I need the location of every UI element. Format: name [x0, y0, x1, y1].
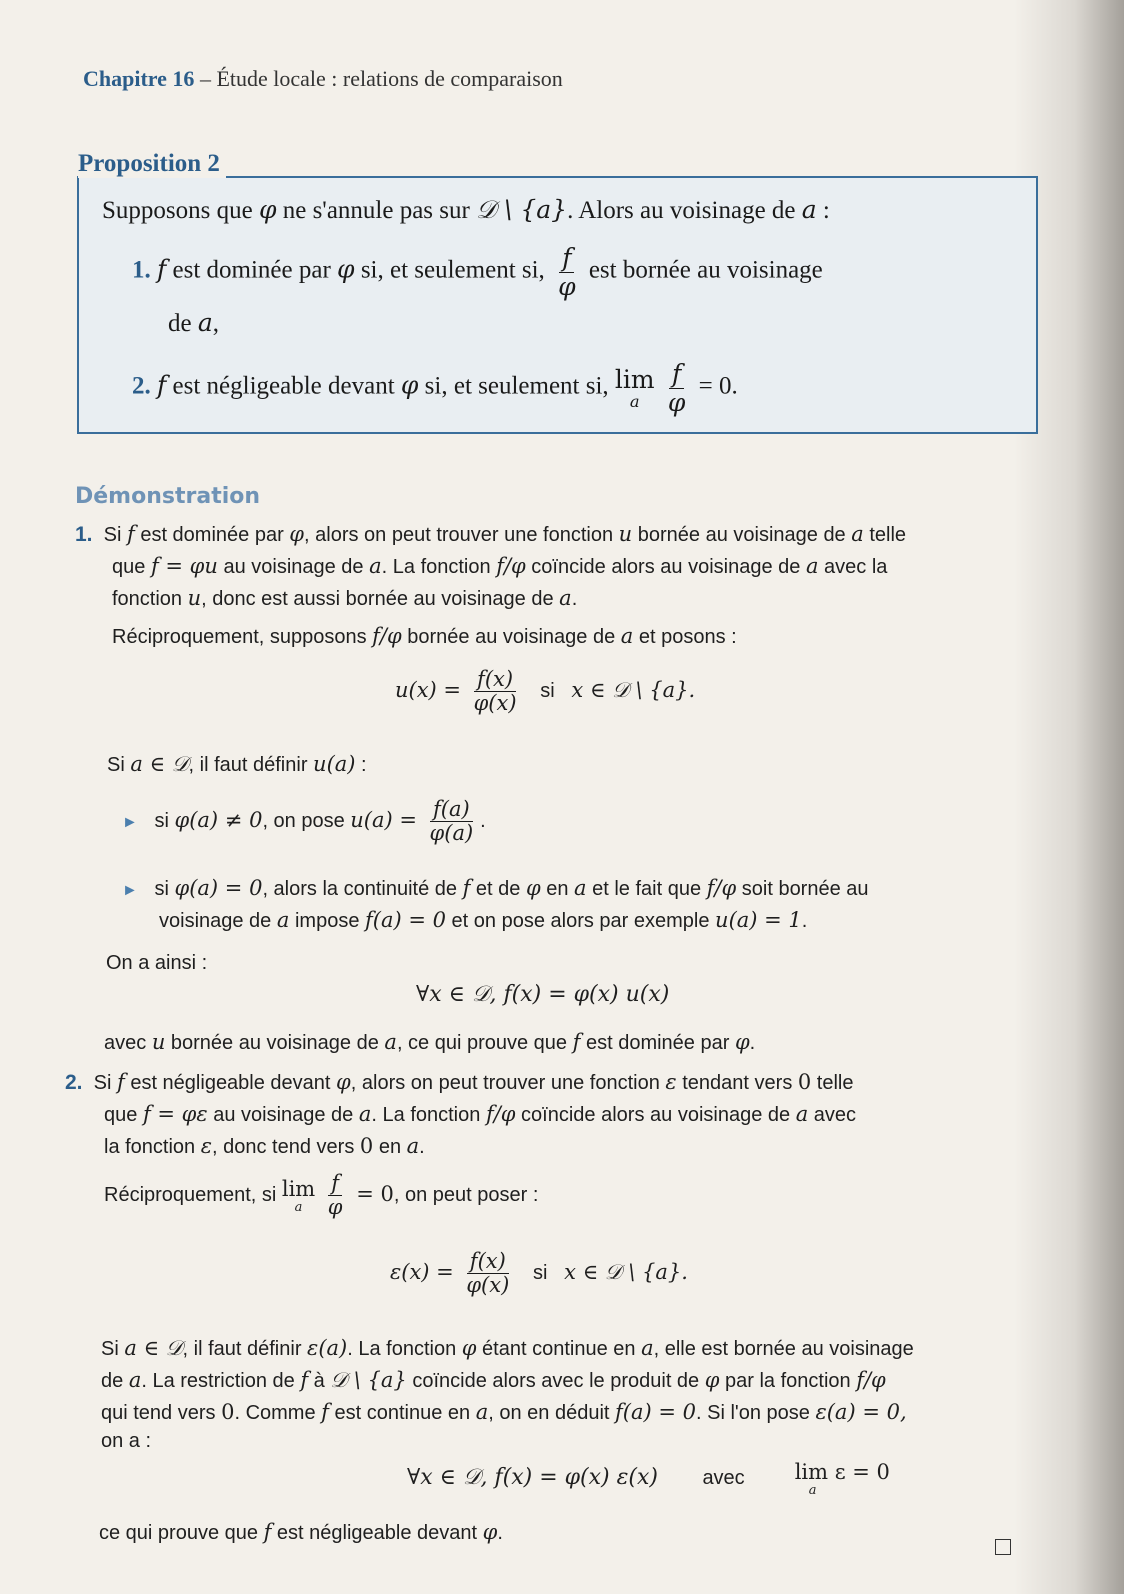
demo-1-conclusion: avec u bornée au voisinage de a, ce qui prouve que f est dominée par φ. [104, 1030, 756, 1054]
demo-2-line-4: Réciproquement, si lim a $\frac{f}{\varphi}$ = 0, on peut poser : [104, 1171, 539, 1220]
proposition-item-1-cont: de a, [168, 308, 220, 337]
demo-1-line-5: Si a ∈ 𝒟, il faut définir u(a) : [107, 752, 367, 776]
end-of-proof-square-icon [995, 1539, 1011, 1555]
on-a: on a : [101, 1430, 152, 1452]
running-head: Chapitre 16 – Étude locale : relations de comparaison [83, 66, 563, 91]
demonstration-title: Démonstration [75, 484, 261, 509]
demo-1-line-2: que f = φu au voisinage de a. La fonction f/φ coïncide alors au voisinage de a avec la [112, 554, 888, 578]
fraction-f-over-phi-2: $\frac{f}{\varphi}$ [667, 359, 686, 417]
proposition-intro: Supposons que φ ne s'annule pas sur 𝒟 \ {a}. Alors au voisinage de a : [102, 195, 830, 224]
demo-2-line-2: que f = φε au voisinage de a. La fonction f/φ coïncide alors au voisinage de a avec [104, 1102, 857, 1126]
limit-symbol: lim a [614, 365, 655, 412]
demo-2-line-7: qui tend vers 0. Comme f est continue en a, on en déduit f(a) = 0. Si l'on pose ε(a) = 0, [101, 1400, 907, 1424]
proposition-item-1: 1. f est dominée par φ si, et seulement si, $\frac{f}{\varphi}$ est bornée au voisinage [132, 243, 823, 301]
equation-eps-definition: ε(x) = $\frac{f(x)}{\varphi(x)}$ si x ∈ 𝒟 \ {a}. [390, 1249, 688, 1298]
arrow-bullet-icon: ► [122, 882, 138, 899]
demo-2-line-1: 2. Si f est négligeable devant φ, alors on peut trouver une fonction ε tendant vers 0 telle [65, 1070, 854, 1094]
equation-forall-u: ∀x ∈ 𝒟, f(x) = φ(x) u(x) [416, 982, 670, 1007]
bullet-1: ► si φ(a) ≠ 0, on pose u(a) = $\frac{f(a)}{\varphi(a)}$ . [122, 797, 486, 846]
equation-forall-eps: ∀x ∈ 𝒟, f(x) = φ(x) ε(x) avec lim ε = 0 a [407, 1460, 890, 1498]
proposition-title: Proposition 2 [78, 150, 226, 178]
equation-u-definition: u(x) = $\frac{f(x)}{\varphi(x)}$ si x ∈ 𝒟 \ {a}. [395, 667, 696, 716]
demo-2-line-5: Si a ∈ 𝒟, il faut définir ε(a). La fonction φ étant continue en a, elle est bornée au voisinage [101, 1336, 914, 1360]
proposition-item-2: 2. f est négligeable devant φ si, et seulement si, lim a $\frac{f}{\varphi}$ = 0. [132, 359, 738, 417]
bullet-2-cont: voisinage de a impose f(a) = 0 et on pose alors par exemple u(a) = 1. [159, 908, 808, 932]
demo-1-line-3: fonction u, donc est aussi bornée au voisinage de a. [112, 586, 578, 610]
on-a-ainsi: On a ainsi : [106, 952, 208, 974]
demo-2-line-6: de a. La restriction de f à 𝒟 \ {a} coïncide alors avec le produit de φ par la fonction f/φ [101, 1368, 886, 1392]
demo-1-line-1: 1. Si f est dominée par φ, alors on peut trouver une fonction u bornée au voisinage de a telle [75, 522, 907, 546]
chapter-number: Chapitre 16 [83, 66, 195, 91]
fraction-f-over-phi: $\frac{f}{\varphi}$ [558, 243, 576, 301]
bullet-2: ► si φ(a) = 0, alors la continuité de f et de φ en a et le fait que f/φ soit bornée au [122, 876, 869, 900]
chapter-title: Étude locale : relations de comparaison [216, 66, 563, 91]
demo-2-line-3: la fonction ε, donc tend vers 0 en a. [104, 1134, 425, 1158]
demo-1-line-4: Réciproquement, supposons f/φ bornée au voisinage de a et posons : [112, 624, 737, 648]
arrow-bullet-icon: ► [122, 813, 138, 831]
demo-2-conclusion: ce qui prouve que f est négligeable devant φ. [99, 1520, 503, 1544]
